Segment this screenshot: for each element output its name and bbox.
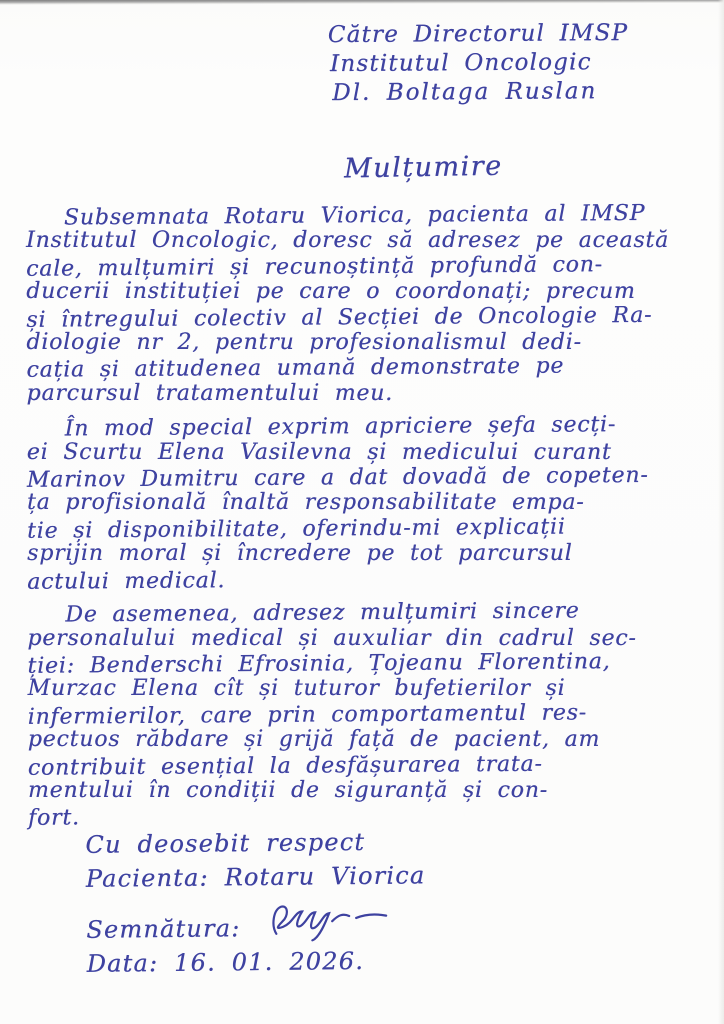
closing-block — [85, 824, 426, 981]
handwritten-line: actului medical. — [27, 567, 226, 595]
recipient-line: Către Directorul IMSP — [327, 19, 629, 49]
handwritten-line: mentului în condiții de siguranță și con- — [27, 777, 548, 803]
paragraph-2 — [27, 413, 718, 593]
letter-body — [26, 202, 718, 838]
signature-scribble — [266, 899, 399, 951]
handwritten-line: tie și disponibilitate, oferindu-mi explicații — [26, 514, 566, 544]
paragraph-1 — [26, 202, 717, 408]
handwritten-line: personalului medical și auxuliar din cadrul sec- — [27, 625, 637, 651]
closing-respect-line: Cu deosebit respect — [85, 827, 366, 859]
handwritten-line: Institutul Oncologic, doresc să adresez pe această — [26, 228, 669, 254]
letter-title: Mulțumire — [343, 150, 503, 185]
handwritten-line: În mod special exprim apriciere șefa secți- — [64, 412, 617, 442]
recipient-block — [328, 19, 629, 108]
scan-edge-top — [0, 0, 724, 5]
handwritten-line: ducerii instituției pe care o coordonați; precum — [26, 279, 636, 305]
handwritten-line: și întregului colectiv al Secției de Oncologie Ra- — [26, 302, 653, 333]
handwritten-line: ța profisională înaltă responsabilitate empa- — [26, 490, 585, 516]
handwritten-line: cale, mulțumiri și recunoștință profundă con- — [26, 251, 603, 282]
handwritten-line: ei Scurtu Elena Vasilevna și medicului curant — [26, 439, 612, 465]
handwritten-line: Murzac Elena cît și tuturor bufetierilor și — [27, 676, 566, 702]
closing-signature-line — [86, 892, 426, 947]
handwritten-line: diologie nr 2, pentru profesionalismul dedi- — [26, 330, 582, 356]
closing-date-line: Data: 16. 01. 2026. — [86, 946, 365, 978]
handwritten-line: sprijin moral și încredere pe tot parcursul — [27, 541, 573, 567]
handwritten-line: De asemenea, adresez mulțumiri sincere — [65, 598, 580, 628]
handwritten-line: cația și atitudenea umană demonstrate pe — [26, 353, 565, 384]
handwritten-line: fort. — [27, 805, 80, 832]
scan-edge-right — [718, 0, 724, 1024]
paragraph-3 — [27, 599, 718, 830]
signature-label: Semnătura: — [86, 914, 241, 944]
closing-patient-line: Pacienta: Rotaru Viorica — [85, 861, 426, 893]
recipient-line: Institutul Oncologic — [329, 49, 592, 78]
handwritten-line: parcursul tratamentului meu. — [26, 380, 393, 406]
handwritten-line: Subsemnata Rotaru Viorica, pacienta al IMSP — [63, 200, 646, 231]
handwritten-line: contribuit esențial la desfășurarea trata- — [27, 751, 543, 781]
handwritten-line: Marinov Dumitru care a dat dovadă de copeten- — [26, 462, 649, 493]
handwritten-line: pectuos răbdare și grijă față de pacient, am — [27, 727, 601, 753]
recipient-line: Dl. Boltaga Ruslan — [332, 78, 598, 107]
handwritten-line: ției: Benderschi Efrosinia, Țojeanu Florentina, — [27, 649, 611, 679]
handwritten-line: infermierilor, care prin comportamentul res- — [27, 700, 588, 730]
